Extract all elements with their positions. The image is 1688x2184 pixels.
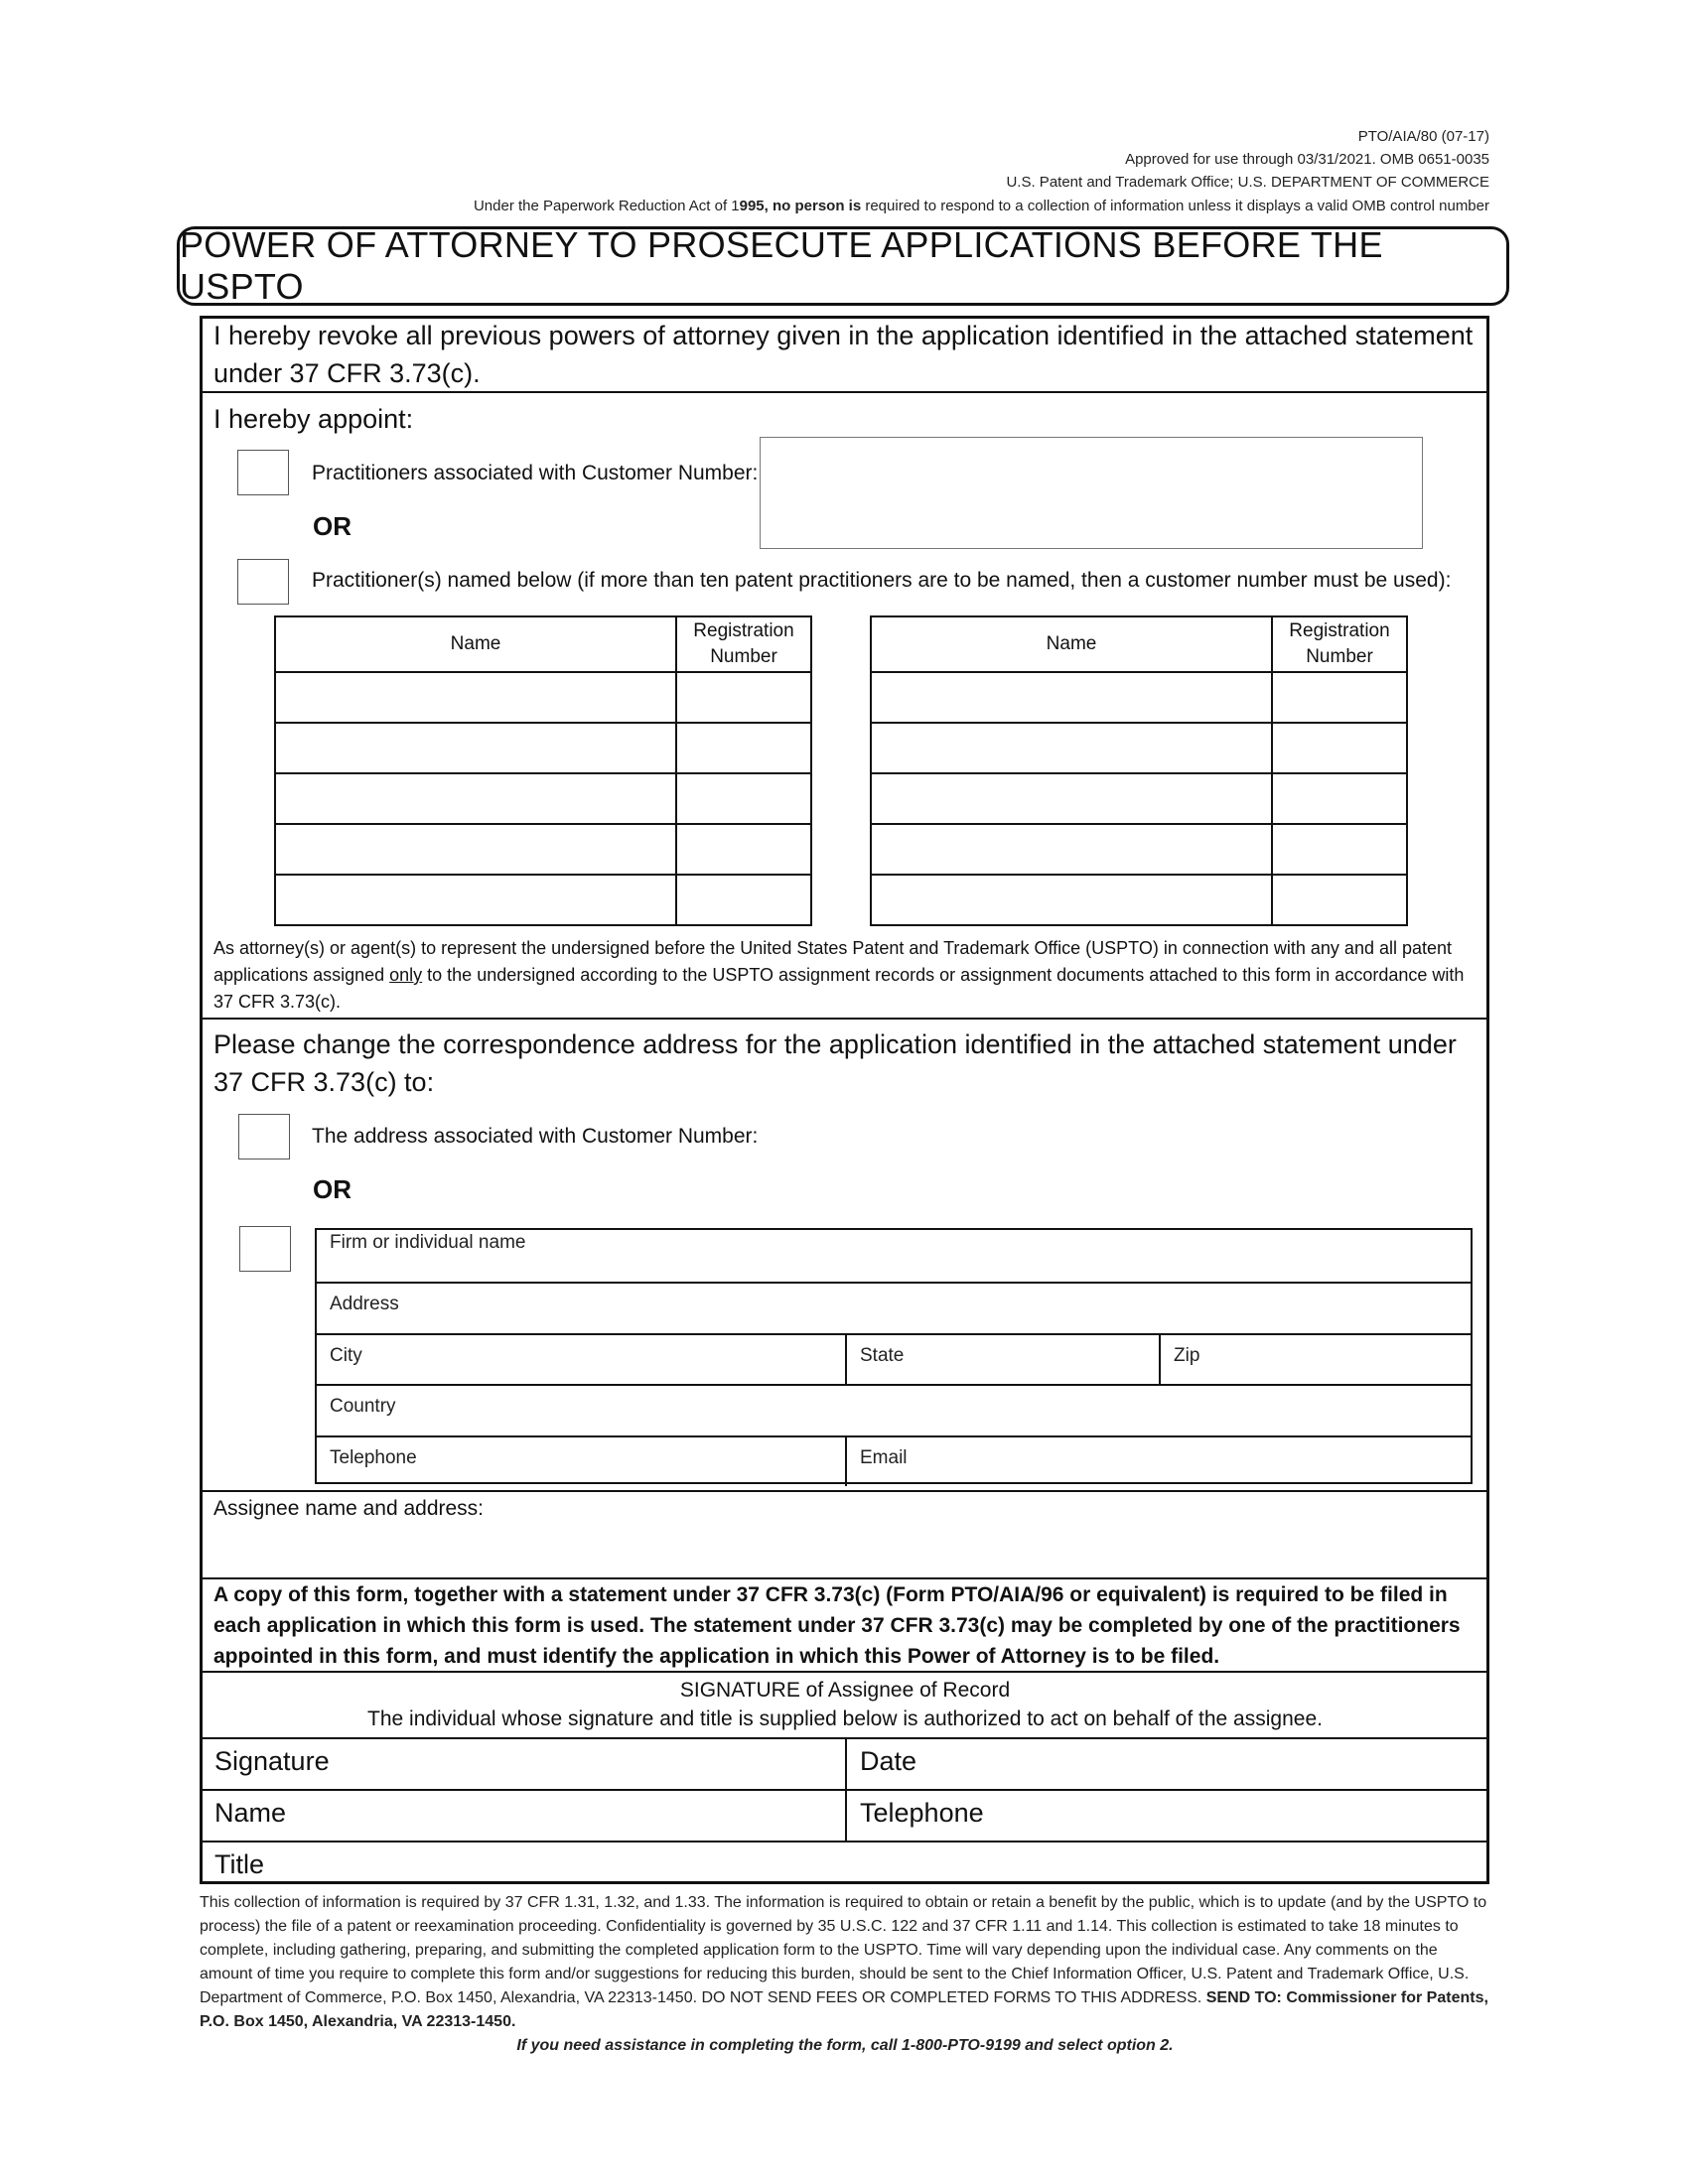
- customer-number-label: Practitioners associated with Customer Number:: [312, 462, 759, 484]
- copy-notice: A copy of this form, together with a statement under 37 CFR 3.73(c) (Form PTO/AIA/96 or equivalent) is required to be filed in each application in which this form is used. The statement under 37 CFR 3.73(c) may be completed by one of the practitioners appointed in this form, and must identify the application in which this Power of Attorney is to be filed.: [213, 1583, 1461, 1668]
- registration-cell[interactable]: [676, 723, 811, 773]
- paperwork-bold: 995, no person is: [739, 198, 862, 214]
- correspondence-customer-label: The address associated with Customer Number:: [312, 1125, 759, 1148]
- registration-header-line2: Number: [1306, 646, 1373, 667]
- registration-cell[interactable]: [1272, 672, 1407, 723]
- title-label: Title: [214, 1849, 265, 1879]
- assignee-input[interactable]: [213, 1527, 1475, 1572]
- table-row: [871, 672, 1407, 723]
- date-field[interactable]: [847, 1738, 1488, 1789]
- registration-cell[interactable]: [676, 824, 811, 875]
- telephone-label: Telephone: [330, 1447, 417, 1468]
- approval-notice: Approved for use through 03/31/2021. OMB 0651-0035: [1125, 151, 1489, 168]
- email-field[interactable]: [847, 1435, 1471, 1486]
- email-label: Email: [860, 1447, 908, 1468]
- state-label: State: [860, 1345, 905, 1366]
- name-header-text: Name: [450, 633, 501, 654]
- name-header-text: Name: [1046, 633, 1097, 654]
- named-practitioners-checkbox[interactable]: [237, 559, 289, 605]
- registration-header-line1: Registration: [693, 620, 794, 641]
- country-label: Country: [330, 1396, 396, 1417]
- table-row: [871, 773, 1407, 824]
- zip-field[interactable]: [1161, 1333, 1471, 1384]
- firm-name-label: Firm or individual name: [330, 1232, 526, 1253]
- divider: [202, 391, 1488, 393]
- table-row: [871, 723, 1407, 773]
- revoke-statement: I hereby revoke all previous powers of attorney given in the application identified in the attached statement under 37 CFR 3.73(c).: [213, 321, 1474, 388]
- representation-pre: As attorney(s) or agent(s) to represent the undersigned before the United States Patent and Trademark Office (USPTO) in connection with any and all patent applications assigned: [213, 938, 1453, 985]
- signature-telephone-label: Telephone: [860, 1798, 984, 1828]
- practitioner-table-left: [274, 615, 812, 926]
- signature-telephone-field[interactable]: [847, 1790, 1488, 1841]
- signature-subheading: The individual whose signature and title is supplied below is authorized to act on behalf of the assignee.: [367, 1707, 1323, 1730]
- correspondence-heading: Please change the correspondence address for the application identified in the attached statement under 37 CFR 3.73(c) to:: [213, 1029, 1457, 1097]
- divider: [202, 1490, 1488, 1492]
- table-row: [275, 824, 811, 875]
- burden-text: This collection of information is required by 37 CFR 1.31, 1.32, and 1.33. The information is required to obtain or retain a benefit by the public, which is to update (and by the USPTO to process) the file of a patent or reexamination proceeding. Confidentiality is governed by 35 U.S.C. 122 and 37 CFR 1.11 and 1.14. This collection is estimated to take 18 minutes to complete, including gathering, preparing, and submitting the completed application form to the USPTO. Time will vary depending upon the individual case. Any comments on the amount of time you require to complete this form and/or suggestions for reducing this burden, should be sent to the Chief Information Officer, U.S. Patent and Trademark Office, U.S. Department of Commerce, P.O. Box 1450, Alexandria, VA 22313-1450. DO NOT SEND FEES OR COMPLETED FORMS TO THIS ADDRESS.: [200, 1894, 1487, 2006]
- table-row: [275, 672, 811, 723]
- country-field[interactable]: [317, 1384, 1471, 1435]
- assignee-label: Assignee name and address:: [213, 1497, 485, 1520]
- assistance-line: If you need assistance in completing the form, call 1-800-PTO-9199 and select option 2.: [516, 2037, 1174, 2054]
- name-label: Name: [214, 1798, 287, 1828]
- telephone-field[interactable]: [317, 1435, 847, 1486]
- name-cell[interactable]: [871, 824, 1272, 875]
- customer-number-checkbox[interactable]: [237, 450, 289, 495]
- table-row: [275, 875, 811, 925]
- registration-header-line2: Number: [710, 646, 777, 667]
- form-id: PTO/AIA/80 (07-17): [1357, 128, 1489, 145]
- or-label: OR: [313, 511, 352, 541]
- paperwork-suffix: required to respond to a collection of information unless it displays a valid OMB control number: [861, 198, 1489, 214]
- or-label: OR: [313, 1174, 352, 1204]
- firm-name-field[interactable]: [317, 1230, 1471, 1282]
- table-row: [275, 773, 811, 824]
- signature-label: Signature: [214, 1746, 330, 1776]
- paperwork-prefix: Under the Paperwork Reduction Act of 1: [473, 198, 740, 214]
- registration-cell[interactable]: [676, 773, 811, 824]
- paperwork-notice: [474, 195, 1489, 217]
- name-cell[interactable]: [871, 672, 1272, 723]
- agency-name: U.S. Patent and Trademark Office; U.S. DEPARTMENT OF COMMERCE: [1006, 174, 1489, 191]
- registration-header: [676, 616, 811, 672]
- name-cell[interactable]: [871, 723, 1272, 773]
- registration-cell[interactable]: [676, 672, 811, 723]
- name-cell[interactable]: [275, 773, 676, 824]
- address-grid: [315, 1228, 1473, 1484]
- address-field[interactable]: [317, 1282, 1471, 1333]
- registration-header-line1: Registration: [1289, 620, 1390, 641]
- title-field[interactable]: [202, 1842, 1488, 1882]
- registration-cell[interactable]: [676, 875, 811, 925]
- table-row: [871, 824, 1407, 875]
- address-label: Address: [330, 1294, 399, 1314]
- divider: [202, 1018, 1488, 1020]
- registration-header: [1272, 616, 1407, 672]
- named-practitioners-label: Practitioner(s) named below (if more than ten patent practitioners are to be named, then a customer number must be used):: [312, 569, 1452, 592]
- name-header: [871, 616, 1272, 672]
- zip-label: Zip: [1174, 1345, 1200, 1366]
- burden-statement: [200, 1891, 1490, 2058]
- representation-post: to the undersigned according to the USPTO assignment records or assignment documents attached to this form in accordance with 37 CFR 3.73(c).: [213, 965, 1465, 1012]
- name-cell[interactable]: [275, 723, 676, 773]
- practitioner-table-right: [870, 615, 1408, 926]
- correspondence-customer-checkbox[interactable]: [238, 1114, 290, 1160]
- divider: [202, 1671, 1488, 1673]
- signature-heading: SIGNATURE of Assignee of Record: [679, 1679, 1011, 1702]
- name-cell[interactable]: [275, 875, 676, 925]
- name-cell[interactable]: [871, 875, 1272, 925]
- registration-cell[interactable]: [1272, 773, 1407, 824]
- customer-number-input[interactable]: [760, 437, 1423, 549]
- table-row: [871, 875, 1407, 925]
- appoint-heading: I hereby appoint:: [213, 404, 414, 434]
- representation-underlined: only: [389, 965, 423, 985]
- table-row: [275, 723, 811, 773]
- correspondence-address-checkbox[interactable]: [239, 1226, 291, 1272]
- registration-cell[interactable]: [1272, 824, 1407, 875]
- registration-cell[interactable]: [1272, 723, 1407, 773]
- form-title: POWER OF ATTORNEY TO PROSECUTE APPLICATIONS BEFORE THE USPTO: [177, 226, 1509, 306]
- name-cell[interactable]: [275, 824, 676, 875]
- date-label: Date: [860, 1746, 917, 1776]
- registration-cell[interactable]: [1272, 875, 1407, 925]
- name-field[interactable]: [202, 1790, 847, 1841]
- city-label: City: [330, 1345, 362, 1366]
- signature-field[interactable]: [202, 1738, 847, 1789]
- state-field[interactable]: [847, 1333, 1161, 1384]
- name-header: [275, 616, 676, 672]
- name-cell[interactable]: [871, 773, 1272, 824]
- name-cell[interactable]: [275, 672, 676, 723]
- city-field[interactable]: [317, 1333, 847, 1384]
- send-to-address: SEND TO: Commissioner for Patents, P.O. Box 1450, Alexandria, VA 22313-1450.: [200, 1989, 1488, 2030]
- representation-statement: [213, 935, 1479, 1016]
